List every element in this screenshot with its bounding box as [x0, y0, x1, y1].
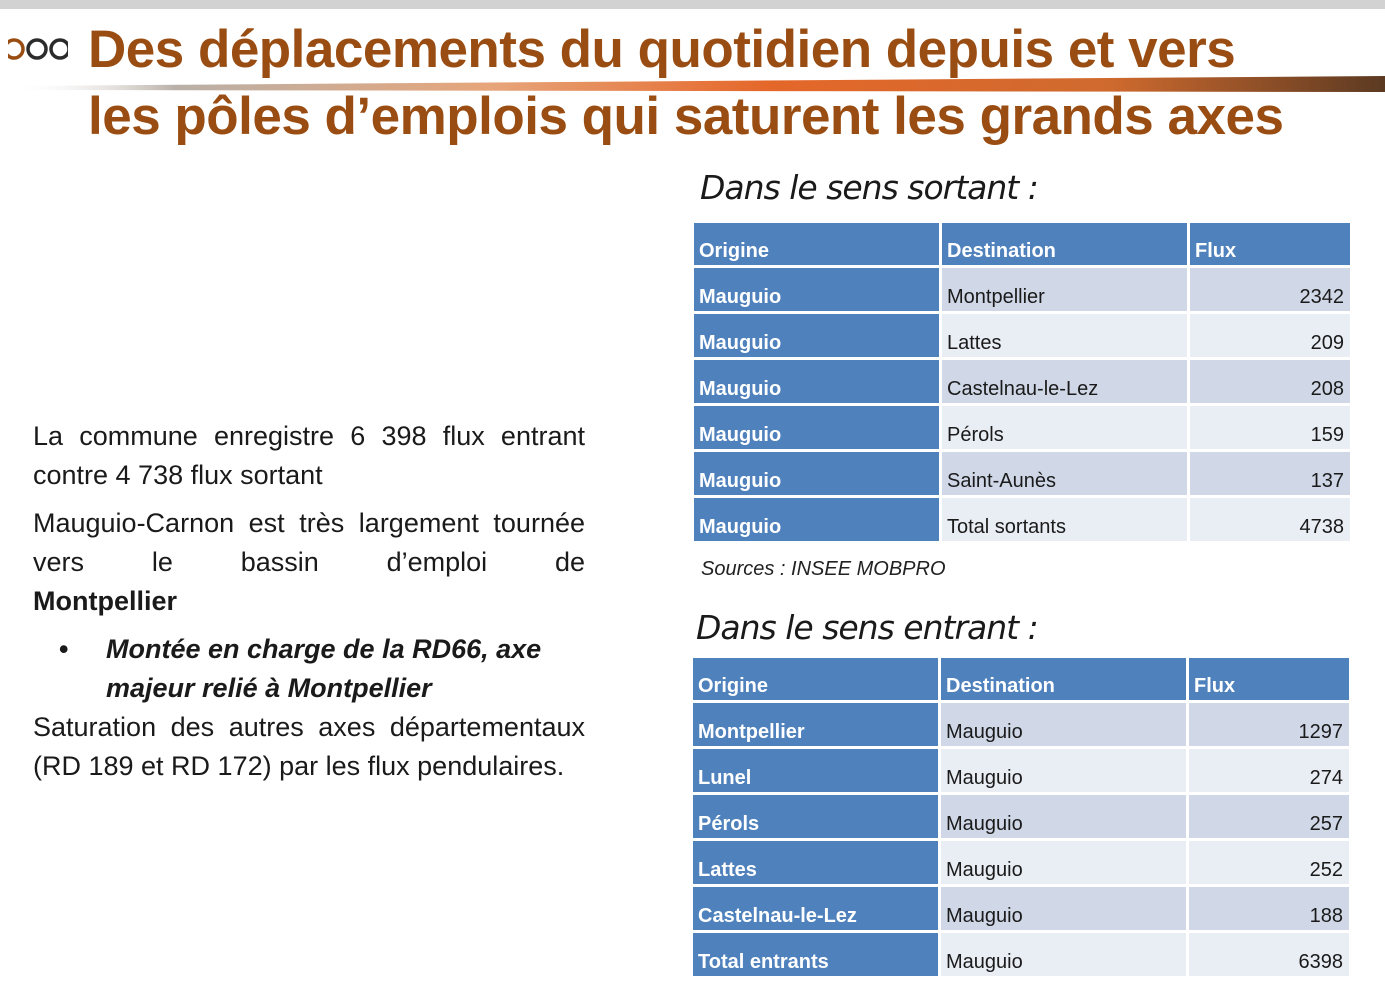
- paragraph-employment-text: Mauguio-Carnon est très largement tournée vers le bassin d’emploi de: [33, 508, 585, 577]
- left-text-block: [33, 417, 585, 786]
- cell-origine: Total entrants: [693, 933, 938, 976]
- table-row: [693, 749, 1349, 792]
- cell-destination: Mauguio: [941, 749, 1186, 792]
- cell-destination: Mauguio: [941, 887, 1186, 930]
- paragraph-employment-basin: [33, 504, 585, 582]
- top-border: [0, 0, 1385, 9]
- paragraph-flux-summary: La commune enregistre 6 398 flux entrant contre 4 738 flux sortant: [33, 421, 585, 490]
- paragraph-saturation: Saturation des autres axes départementaux (RD 189 et RD 172) par les flux pendulaires.: [33, 712, 585, 781]
- header-origine: Origine: [693, 658, 938, 700]
- cell-origine: Mauguio: [694, 406, 939, 449]
- cell-destination: Lattes: [942, 314, 1187, 357]
- table-row-total: [694, 498, 1350, 541]
- employment-city-bold: Montpellier: [33, 586, 178, 616]
- cell-destination: Mauguio: [941, 795, 1186, 838]
- sources-note: Sources : INSEE MOBPRO: [701, 558, 946, 580]
- bullet-text: Montée en charge de la RD66, axe majeur relié à Montpellier: [106, 634, 542, 703]
- outgoing-flux-table: [691, 220, 1353, 544]
- cell-flux: 4738: [1190, 498, 1350, 541]
- table-row: [694, 452, 1350, 495]
- cell-flux: 137: [1190, 452, 1350, 495]
- cell-origine: Mauguio: [694, 268, 939, 311]
- cell-destination: Saint-Aunès: [942, 452, 1187, 495]
- cell-origine: Castelnau-le-Lez: [693, 887, 938, 930]
- table-row-total: [693, 933, 1349, 976]
- cell-origine: Montpellier: [693, 703, 938, 746]
- table-row: [694, 268, 1350, 311]
- table-header-row: [693, 658, 1349, 700]
- cell-flux: 257: [1189, 795, 1349, 838]
- cell-flux: 208: [1190, 360, 1350, 403]
- table-row: [694, 314, 1350, 357]
- header-destination: Destination: [941, 658, 1186, 700]
- incoming-section-title: Dans le sens entrant :: [696, 608, 1038, 647]
- cell-destination: Mauguio: [941, 841, 1186, 884]
- header-destination: Destination: [942, 223, 1187, 265]
- table-row: [693, 841, 1349, 884]
- cell-flux: 1297: [1189, 703, 1349, 746]
- cell-flux: 274: [1189, 749, 1349, 792]
- slide-title-line-1: Des déplacements du quotidien depuis et vers: [88, 20, 1236, 79]
- cell-origine: Mauguio: [694, 314, 939, 357]
- header-flux: Flux: [1190, 223, 1350, 265]
- cell-flux: 188: [1189, 887, 1349, 930]
- cell-flux: 252: [1189, 841, 1349, 884]
- header-origine: Origine: [694, 223, 939, 265]
- table-row: [694, 360, 1350, 403]
- cell-destination: Mauguio: [941, 933, 1186, 976]
- cell-origine: Mauguio: [694, 452, 939, 495]
- incoming-flux-table: [690, 655, 1352, 979]
- table-header-row: [694, 223, 1350, 265]
- table-row: [694, 406, 1350, 449]
- cell-destination: Castelnau-le-Lez: [942, 360, 1187, 403]
- slide-title-line-2: les pôles d’emplois qui saturent les grands axes: [88, 87, 1284, 146]
- cell-flux: 2342: [1190, 268, 1350, 311]
- cell-flux: 209: [1190, 314, 1350, 357]
- bullet-dot-icon: •: [59, 634, 69, 664]
- table-row: [693, 795, 1349, 838]
- cell-destination: Pérols: [942, 406, 1187, 449]
- cell-origine: Mauguio: [694, 498, 939, 541]
- cell-origine: Mauguio: [694, 360, 939, 403]
- bullet-item-rd66: [33, 630, 585, 708]
- outgoing-section-title: Dans le sens sortant :: [700, 168, 1038, 207]
- cell-destination: Total sortants: [942, 498, 1187, 541]
- paragraph-employment-city: [33, 582, 585, 621]
- cell-flux: 159: [1190, 406, 1350, 449]
- cell-destination: Mauguio: [941, 703, 1186, 746]
- logo-rings-icon: [8, 38, 68, 60]
- cell-destination: Montpellier: [942, 268, 1187, 311]
- cell-flux: 6398: [1189, 933, 1349, 976]
- header-flux: Flux: [1189, 658, 1349, 700]
- cell-origine: Pérols: [693, 795, 938, 838]
- cell-origine: Lattes: [693, 841, 938, 884]
- cell-origine: Lunel: [693, 749, 938, 792]
- table-row: [693, 887, 1349, 930]
- table-row: [693, 703, 1349, 746]
